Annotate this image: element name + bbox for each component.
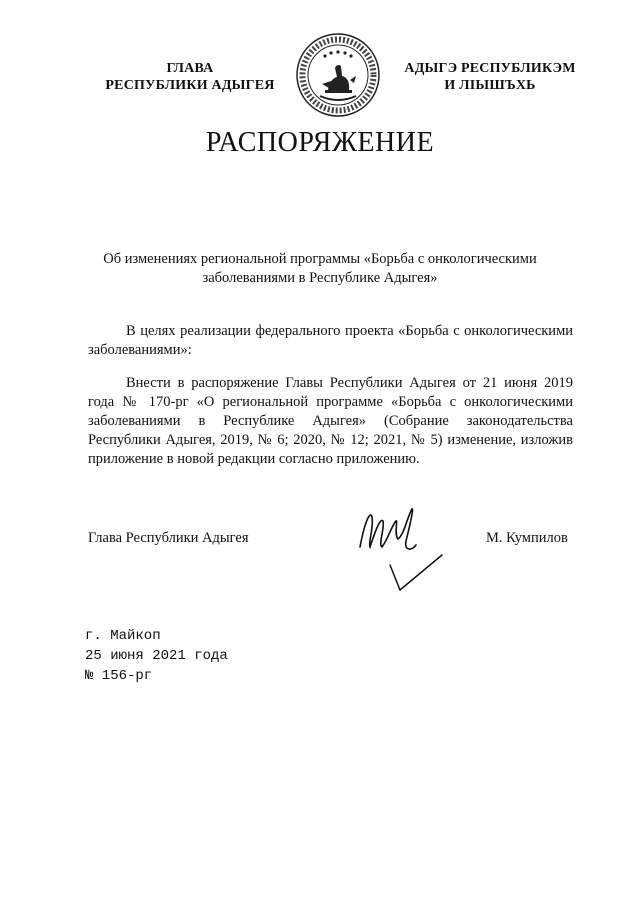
document-subject <box>95 250 545 288</box>
header-right-line1: АДЫГЭ РЕСПУБЛИКЭМ <box>404 61 576 76</box>
coat-of-arms-icon <box>295 32 381 118</box>
header-right-line2: И ЛІЫШЪХЬ <box>444 78 536 93</box>
header-left-line2: РЕСПУБЛИКИ АДЫГЕЯ <box>105 78 275 93</box>
signatory-name: М. Кумпилов <box>486 530 568 546</box>
subject-line2: заболеваниями в Республике Адыгея» <box>202 270 438 286</box>
document-number: № 156-рг <box>85 668 153 684</box>
header-left-line1: ГЛАВА <box>166 61 214 76</box>
subject-line1: Об изменениях региональной программы «Борьба с онкологическими <box>103 251 537 267</box>
paragraph-order: Внести в распоряжение Главы Республики Адыгея от 21 июня 2019 года № 170-рг «О региональной программе «Борьба с онкологическими заболеваниями в Республике Адыгея» (Собрание законодательства Республики Адыгея, 2019, № 6; 2020, № 12; 2021, № 5) изменение, изложив приложение в новой редакции согласно приложению. <box>88 375 573 467</box>
signatory-position: Глава Республики Адыгея <box>88 530 249 546</box>
handwritten-signature-icon <box>350 495 450 595</box>
paragraph-purpose: В целях реализации федерального проекта «Борьба с онкологическими заболеваниями»: <box>88 323 573 358</box>
header-right <box>390 60 590 94</box>
document-city: г. Майкоп <box>85 628 161 644</box>
document-date: 25 июня 2021 года <box>85 648 228 664</box>
header-left <box>80 60 300 94</box>
document-title: РАСПОРЯЖЕНИЕ <box>205 127 435 158</box>
